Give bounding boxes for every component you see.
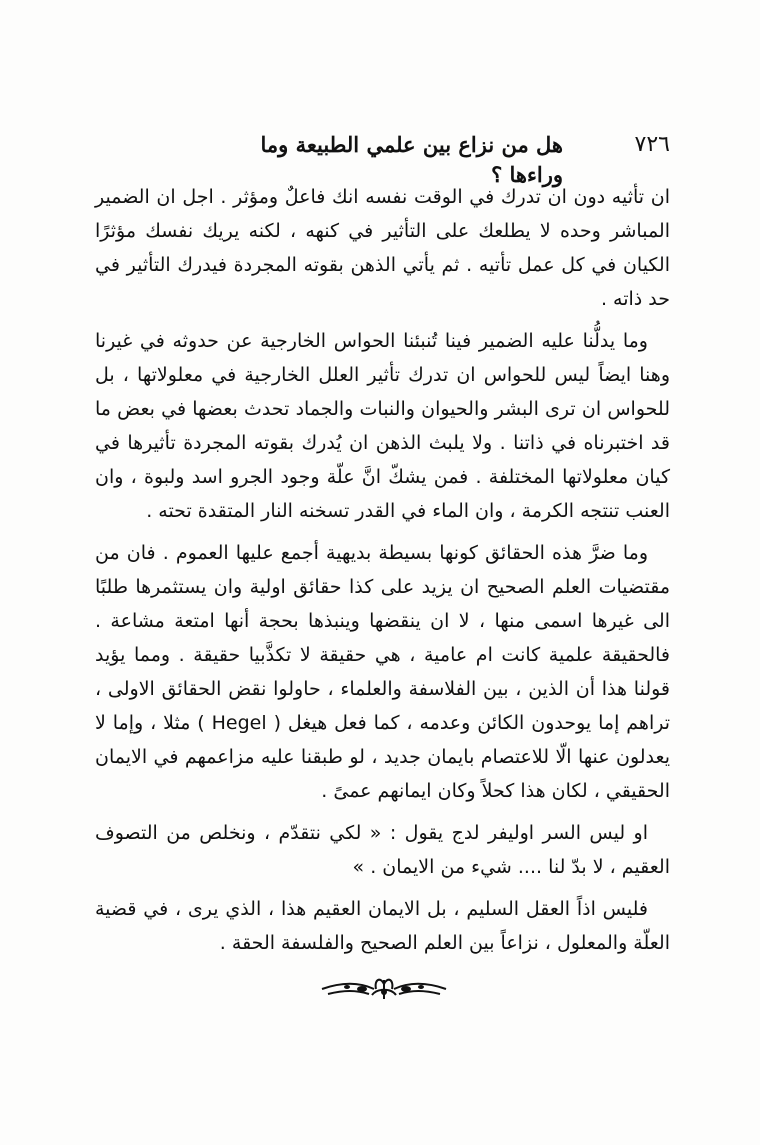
running-title: هل من نزاع بين علمي الطبيعة وما وراءها ؟: [260, 132, 563, 187]
floral-ornament-icon: [314, 972, 454, 1006]
paragraph-1: ان تأثيه دون ان تدرك في الوقت نفسه انك فاعلٌ ومؤثر . اجل ان الضمير المباشر وحده لا يطلعك على التأثير في كنهه ، لكنه يريك نفسك مؤثرًا الكيان في كل عمل تأتيه . ثم يأتي الذهن بقوته المجردة فيدرك التأثير في حد ذاته .: [95, 186, 670, 310]
paragraph-4: او ليس السر اوليفر لدج يقول : « لكي نتقدّم ، ونخلص من التصوف العقيم ، لا بدّ لنا .... شيء من الايمان . »: [95, 822, 670, 878]
page-header: [95, 130, 670, 187]
article-body: [95, 180, 670, 968]
paragraph-2: وما يدلُّنا عليه الضمير فينا تُنبئنا الحواس الخارجية عن حدوثه في غيرنا وهنا ايضاً ليس للحواس ان تدرك تأثير العلل الخارجية في معلولاتها ، بل للحواس ان ترى البشر والحيوان والنبات والجماد تحدث بعضها في بعض ما قد اختبرناه في ذاتنا . ولا يلبث الذهن ان يُدرك بقوته المجردة تأثيرها في كيان معلولاتها المختلفة . فمن يشكّ انَّ علّة وجود الجرو اسد ولبوة ، وان العنب تنتجه الكرمة ، وان الماء في القدر تسخنه النار المتقدة تحته .: [95, 330, 670, 522]
paragraph-3: وما ضرَّ هذه الحقائق كونها بسيطة بديهية أجمع عليها العموم . فان من مقتضيات العلم الصحيح ان يزيد على كذا حقائق اولية وان يستثمرها طلبًا الى غيرها اسمى منها ، لا ان ينقضها وينبذها بحجة أنها امتعة مشاعة . فالحقيقة علمية كانت ام عامية ، هي حقيقة لا تكذَّبيا حقيقة . ومما يؤيد قولنا هذا أن الذين ، بين الفلاسفة والعلماء ، حاولوا نقض الحقائق الاولى ، تراهم إما يوحدون الكائن وعدمه ، كما فعل هيغل ( Hegel ) مثلا ، وإما لا يعدلون عنها الّا للاعتصام بايمان جديد ، لو طبقنا عليه مزاعمهم في الايمان الحقيقي ، لكان هذا كحلاً وكان ايمانهم عمىً .: [95, 542, 670, 802]
paragraph-5: فليس اذاً العقل السليم ، بل الايمان العقيم هذا ، الذي يرى ، في قضية العلّة والمعلول ، نزاعاً بين العلم الصحيح والفلسفة الحقة .: [95, 898, 670, 954]
page-number: ٧٢٦: [634, 132, 670, 157]
